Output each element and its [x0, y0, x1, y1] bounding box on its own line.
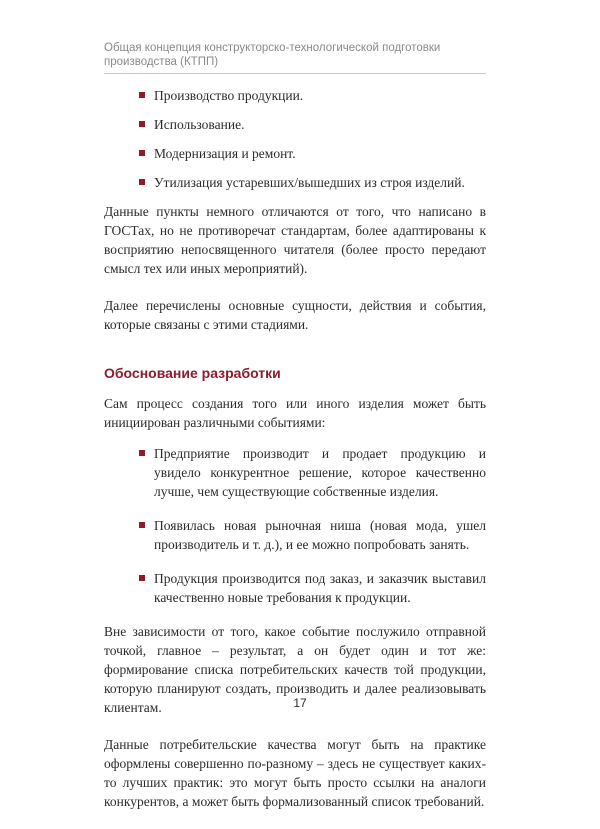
paragraph: Данные пункты немного отличаются от того, что написано в ГОСТах, но не противоречат стандартам, более адаптированы к восприятию непосвященного читателя (более просто передают смысл тех или иных мероприятий). [104, 204, 486, 276]
running-header: Общая концепция конструкторско-технологической подготовки производства (КТПП) [104, 42, 441, 68]
paragraph: Вне зависимости от того, какое событие послужило отправной точкой, главное – результат, а он будет один и тот же: формирование списка потребительских качеств той продукции, которую планируют создать, производить и далее реализовывать клиентам. [104, 624, 486, 715]
list-item: Утилизация устаревших/вышедших из строя изделий. [104, 173, 486, 192]
list-item: Предприятие производит и продает продукцию и увидело конкурентное решение, которое качественно лучше, чем существующие собственные изделия. [104, 444, 486, 501]
list-item: Появилась новая рыночная ниша (новая мода, ушел производитель и т. д.), и ее можно попробовать занять. [104, 516, 486, 554]
paragraph: Далее перечислены основные сущности, действия и события, которые связаны с этими стадиями. [104, 298, 486, 332]
list-item: Продукция производится под заказ, и заказчик выставил качественно новые требования к продукции. [104, 569, 486, 607]
paragraph: Сам процесс создания того или иного изделия может быть инициирован различными событиями: [104, 396, 486, 430]
stage-list [104, 86, 486, 192]
page-content [104, 86, 486, 829]
trigger-list [104, 444, 486, 607]
paragraph: Данные потребительские качества могут быть на практике оформлены совершенно по-разному – здесь не существует каких-то лучших практик: это могут быть просто ссылки на аналоги конкурентов, а может быть формализованный список требований. [104, 737, 486, 809]
list-item: Использование. [104, 115, 486, 134]
list-item: Модернизация и ремонт. [104, 144, 486, 163]
page-number: 17 [293, 696, 307, 710]
header-divider [104, 73, 486, 74]
section-heading: Обоснование разработки [104, 365, 281, 381]
list-item: Производство продукции. [104, 86, 486, 105]
